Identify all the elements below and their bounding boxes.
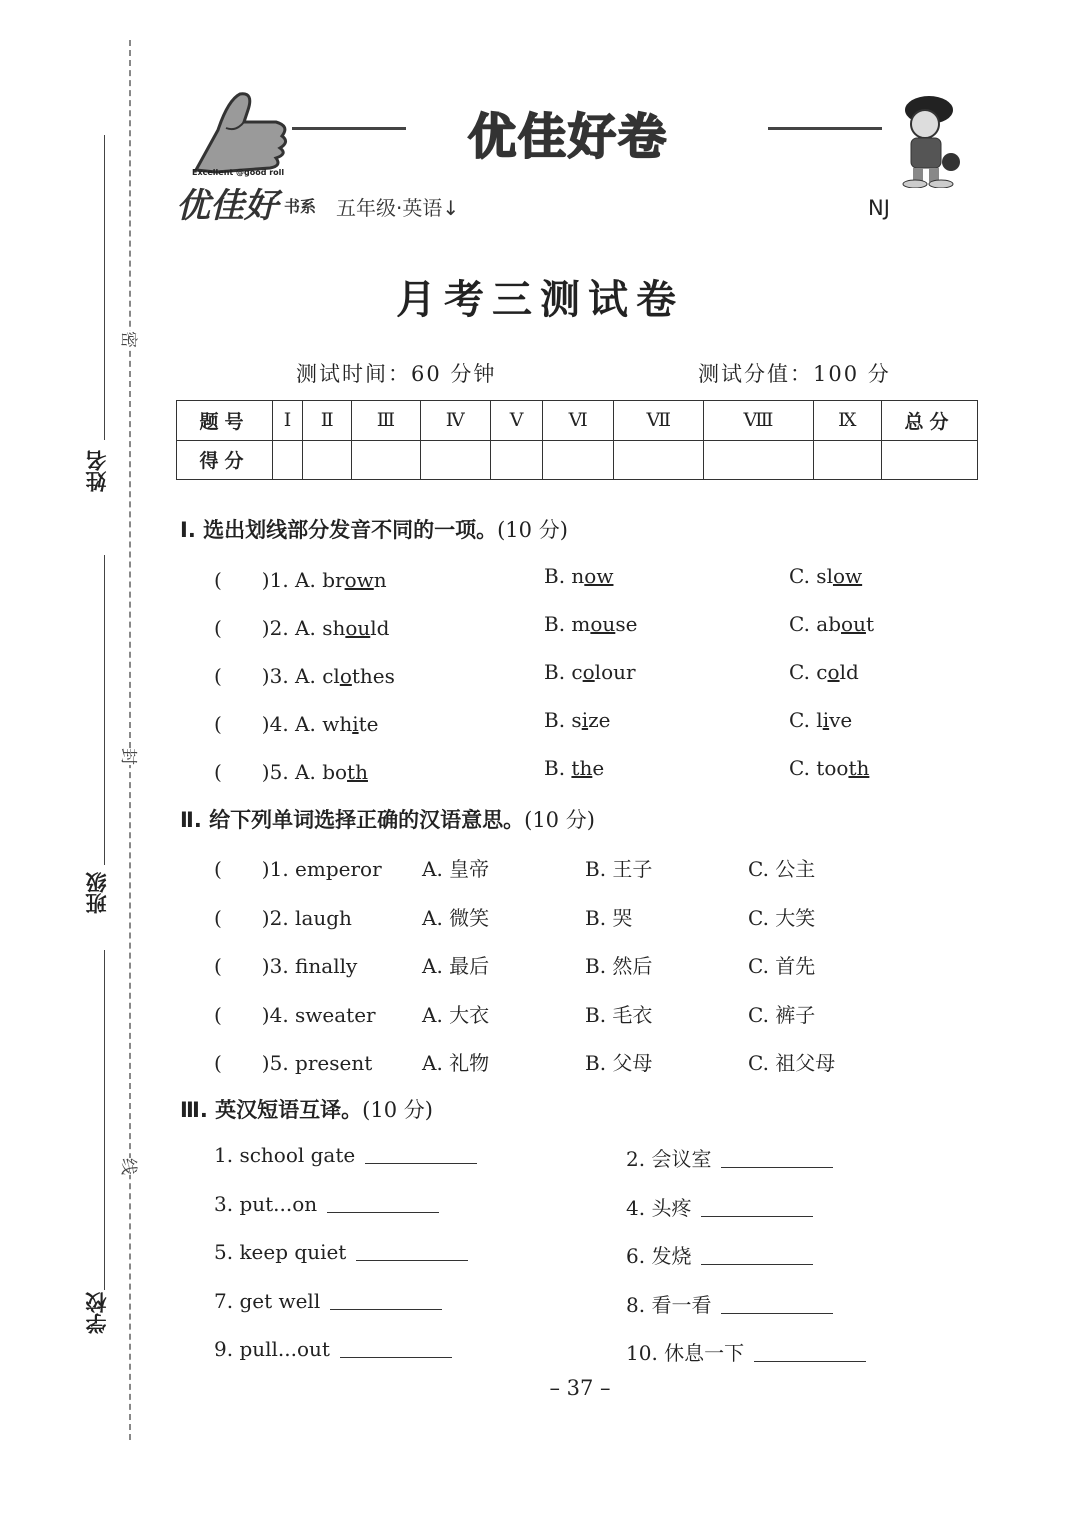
option-a-underlined: th	[347, 760, 368, 784]
option-b-underlined: o	[582, 660, 595, 684]
section2-question: ( )3. finally	[214, 954, 358, 978]
phrase-text: 4. 头疼	[626, 1195, 692, 1220]
phrase-text: 3. put...on	[214, 1191, 318, 1216]
option-b-underlined: ow	[584, 564, 614, 588]
option-c-part: t	[865, 612, 874, 636]
section3-item	[214, 1143, 477, 1167]
option-b-part: ze	[588, 708, 611, 732]
option-b-part: B. s	[544, 708, 582, 732]
exam-score-value: 测试分值：100 分	[698, 362, 891, 386]
option-a-part: n	[373, 568, 387, 592]
score-table-score-row	[177, 440, 978, 480]
option-b-underlined: i	[581, 708, 589, 732]
section1-option-b	[544, 756, 604, 780]
option-a-part: bo	[322, 760, 348, 784]
section3-item	[626, 1143, 833, 1172]
answer-blank[interactable]	[327, 1212, 439, 1213]
logo-small-text: Excellent @good roll	[192, 168, 285, 177]
edition-label: NJ	[868, 196, 890, 220]
score-cell[interactable]	[614, 440, 704, 480]
section3-item	[626, 1337, 866, 1366]
section2-option-b: B. 哭	[585, 905, 633, 930]
class-blank-line	[104, 555, 105, 865]
option-a-part: sh	[322, 616, 346, 640]
section2-option-b: B. 毛衣	[585, 1002, 653, 1027]
question-number: ( )5. A.	[214, 760, 323, 784]
header-rule-left	[292, 127, 406, 130]
option-a-part: te	[358, 712, 379, 736]
score-table-col: Ⅳ	[420, 401, 491, 441]
phrase-text: 10. 休息一下	[626, 1341, 745, 1365]
score-table-col: Ⅱ	[303, 401, 352, 441]
section1-option-b	[544, 564, 613, 588]
option-a-underlined: ou	[345, 616, 371, 640]
score-table-row-header: 得分	[177, 440, 273, 480]
option-a-part: thes	[351, 664, 395, 688]
section1-title	[180, 514, 568, 544]
section3-item	[214, 1337, 452, 1361]
section1-item	[214, 564, 387, 593]
option-a-part: wh	[322, 712, 353, 736]
answer-blank[interactable]	[330, 1309, 442, 1310]
fold-dashed-line	[129, 40, 131, 1440]
exam-time: 测试时间：60 分钟	[296, 362, 497, 386]
section3-item	[214, 1240, 468, 1264]
option-a-underlined: i	[352, 712, 359, 736]
section2-title-text: Ⅱ. 给下列单词选择正确的汉语意思。	[180, 808, 525, 832]
option-a-underlined: ow	[344, 568, 374, 592]
score-cell[interactable]	[273, 440, 303, 480]
seal-char-mi: 密	[116, 331, 145, 348]
option-a-part: br	[322, 568, 345, 592]
option-c-part: ld	[839, 660, 859, 684]
name-label: 姓名	[85, 450, 109, 492]
option-c-part: C. c	[789, 660, 828, 684]
section1-title-text: Ⅰ. 选出划线部分发音不同的一项。	[180, 518, 498, 542]
section1-option-b	[544, 612, 637, 636]
banner-title: 优佳好卷	[468, 109, 669, 165]
logo-series: 书系	[284, 197, 317, 216]
phrase-text: 5. keep quiet	[214, 1240, 347, 1264]
score-table-total-header: 总分	[882, 401, 978, 441]
section2-option-c: C. 大笑	[748, 905, 816, 930]
option-b-part: B. c	[544, 660, 583, 684]
answer-blank[interactable]	[365, 1163, 477, 1164]
phrase-text: 9. pull...out	[214, 1337, 330, 1361]
score-table-col: Ⅲ	[352, 401, 420, 441]
section2-points: (10 分)	[524, 808, 595, 832]
section3-item	[626, 1240, 813, 1269]
section1-option-c	[789, 708, 852, 732]
score-table-col: Ⅰ	[273, 401, 303, 441]
section1-item	[214, 708, 378, 737]
phrase-text: 6. 发烧	[626, 1244, 692, 1268]
question-number: ( )1. A.	[214, 568, 323, 592]
section1-item	[214, 660, 395, 689]
section2-title	[180, 804, 595, 834]
score-cell[interactable]	[420, 440, 491, 480]
option-b-underlined: ou	[590, 612, 616, 636]
answer-blank[interactable]	[356, 1260, 468, 1261]
option-c-part: C. sl	[789, 564, 833, 588]
section3-title	[180, 1094, 433, 1124]
score-cell[interactable]	[352, 440, 420, 480]
score-table-col: Ⅸ	[813, 401, 881, 441]
option-b-part: lour	[594, 660, 636, 684]
option-c-underlined: th	[848, 756, 870, 780]
question-number: ( )2. A.	[214, 616, 323, 640]
option-c-part: C. ab	[789, 612, 842, 636]
option-c-part: C. l	[789, 708, 823, 732]
option-b-part: se	[615, 612, 638, 636]
option-a-part: cl	[322, 664, 340, 688]
score-table-header-row	[177, 401, 978, 441]
section1-option-c	[789, 756, 869, 780]
option-a-part: ld	[370, 616, 390, 640]
section2-option-a: A. 皇帝	[422, 857, 490, 881]
section2-option-b: B. 然后	[585, 954, 653, 978]
thumbs-up-logo-icon	[176, 88, 296, 180]
phrase-text: 1. school gate	[214, 1143, 356, 1167]
option-c-part: C. too	[789, 756, 849, 780]
header-rule-right	[768, 127, 882, 130]
section2-option-c: C. 裤子	[748, 1002, 816, 1027]
cartoon-boy-icon	[893, 92, 965, 188]
option-c-underlined: o	[827, 660, 840, 684]
score-table-col: Ⅶ	[614, 401, 704, 441]
seal-char-xian: 线	[116, 1158, 145, 1175]
section2-question: ( )1. emperor	[214, 857, 382, 881]
section1-option-c	[789, 612, 874, 636]
answer-blank[interactable]	[721, 1313, 833, 1314]
section1-item	[214, 756, 368, 785]
section2-option-c: C. 祖父母	[748, 1051, 836, 1075]
school-label: 学校	[85, 1292, 109, 1334]
option-c-underlined: ou	[841, 612, 866, 636]
option-b-part: e	[592, 756, 605, 780]
page-number: – 37 –	[549, 1376, 611, 1400]
score-cell[interactable]	[543, 440, 614, 480]
grade-subject: 五年级·英语↓	[336, 196, 460, 220]
section2-option-b: B. 王子	[585, 857, 653, 881]
score-table-row-header: 题号	[177, 401, 273, 441]
score-table-col: Ⅵ	[543, 401, 614, 441]
seal-char-feng: 封	[116, 748, 145, 765]
score-cell[interactable]	[882, 440, 978, 480]
score-cell[interactable]	[491, 440, 543, 480]
exam-title: 月考三测试卷	[396, 276, 684, 323]
section3-points: (10 分)	[362, 1098, 433, 1122]
answer-blank[interactable]	[701, 1264, 813, 1265]
section2-option-c: C. 公主	[748, 857, 816, 881]
question-number: ( )4. A.	[214, 712, 323, 736]
phrase-text: 2. 会议室	[626, 1147, 712, 1171]
score-cell[interactable]	[813, 440, 881, 480]
option-c-part: ve	[829, 708, 853, 732]
section1-option-b	[544, 708, 610, 732]
section1-points: (10 分)	[497, 518, 568, 542]
answer-blank[interactable]	[701, 1216, 813, 1217]
question-number: ( )3. A.	[214, 664, 323, 688]
section2-option-a: A. 最后	[422, 954, 490, 978]
logo-text: 优佳好	[176, 186, 278, 226]
score-cell[interactable]	[303, 440, 352, 480]
section2-option-a: A. 微笑	[422, 905, 490, 930]
section2-question: ( )4. sweater	[214, 1002, 376, 1027]
option-b-part: B. m	[544, 612, 591, 636]
section2-option-a: A. 大衣	[422, 1002, 490, 1027]
option-c-underlined: i	[822, 708, 830, 732]
section1-option-c	[789, 564, 862, 588]
phrase-text: 8. 看一看	[626, 1292, 712, 1317]
option-b-part: B.	[544, 756, 572, 780]
section1-option-b	[544, 660, 636, 684]
school-blank-line	[104, 950, 105, 1290]
section3-item	[214, 1192, 439, 1216]
phrase-text: 7. get well	[214, 1288, 321, 1313]
answer-blank[interactable]	[721, 1167, 833, 1168]
class-label: 班级	[85, 872, 109, 914]
section3-item	[626, 1289, 833, 1318]
section3-title-text: Ⅲ. 英汉短语互译。	[180, 1098, 363, 1122]
answer-blank[interactable]	[754, 1361, 866, 1362]
section3-item	[214, 1289, 442, 1313]
option-a-underlined: o	[339, 664, 352, 688]
section2-option-a: A. 礼物	[422, 1051, 490, 1075]
section2-question: ( )2. laugh	[214, 905, 352, 930]
option-b-underlined: th	[571, 756, 593, 780]
section2-option-b: B. 父母	[585, 1051, 653, 1075]
section2-question: ( )5. present	[214, 1051, 373, 1075]
score-table	[176, 400, 978, 480]
section3-item	[626, 1192, 813, 1221]
option-c-underlined: ow	[832, 564, 863, 588]
section1-item	[214, 612, 389, 641]
option-b-part: B. n	[544, 564, 585, 588]
section2-option-c: C. 首先	[748, 954, 816, 978]
section1-option-c	[789, 660, 859, 684]
score-table-col: Ⅴ	[491, 401, 543, 441]
score-table-col: Ⅷ	[704, 401, 813, 441]
score-cell[interactable]	[704, 440, 813, 480]
answer-blank[interactable]	[340, 1357, 452, 1358]
